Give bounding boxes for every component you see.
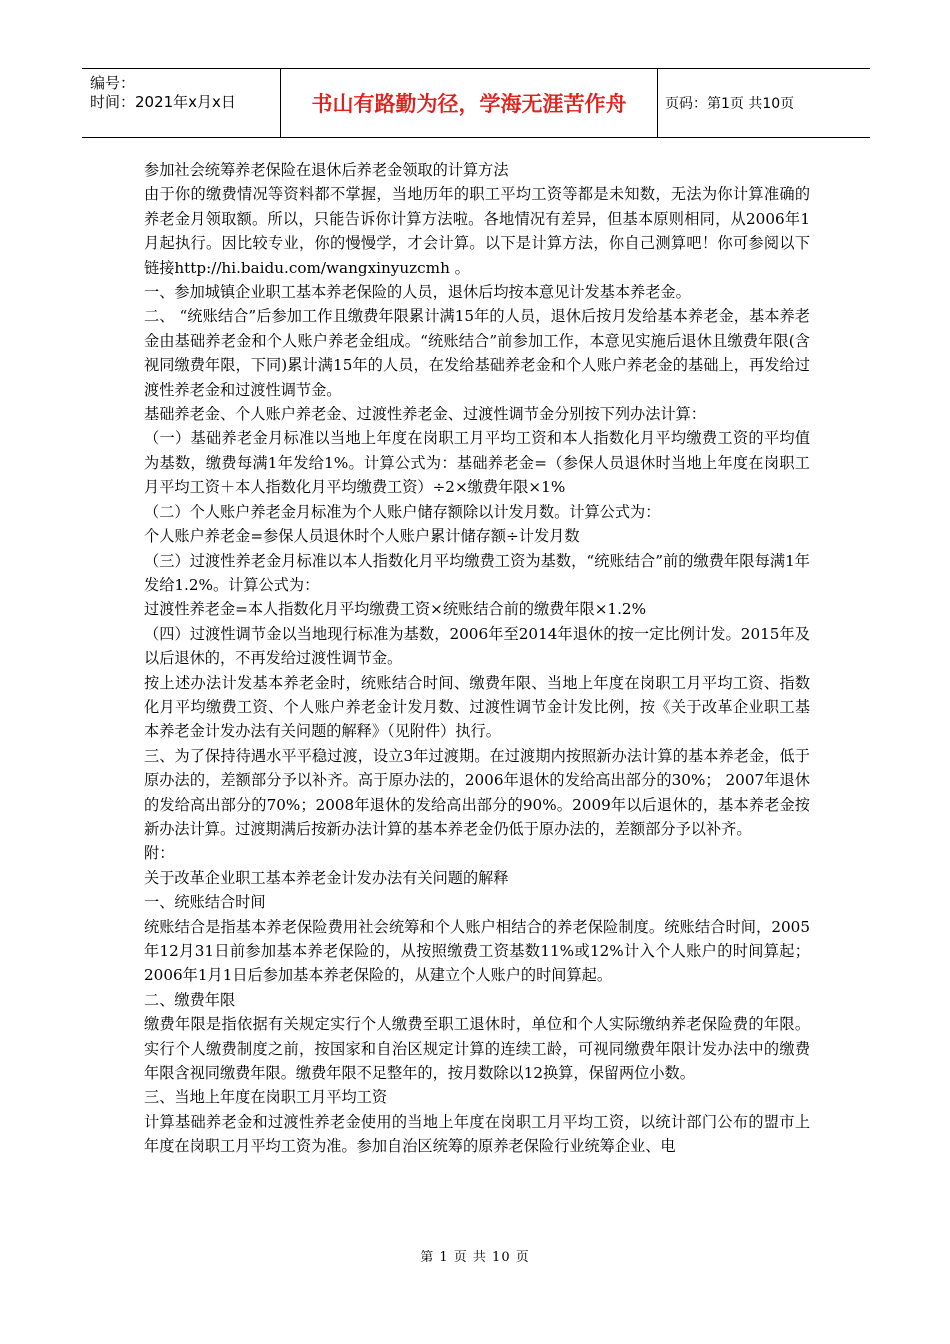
paragraph: 过渡性养老金=本人指数化月平均缴费工资×统账结合前的缴费年限×1.2%: [144, 600, 647, 619]
header-meta: [82, 69, 280, 137]
doc-title: 参加社会统筹养老保险在退休后养老金领取的计算方法: [144, 161, 509, 179]
page-header: [82, 68, 870, 138]
header-page-info: 页码：第1页 共10页: [665, 96, 795, 112]
paragraph: （二）个人账户养老金月标准为个人账户储存额除以计发月数。计算公式为：: [144, 502, 661, 521]
paragraph: 计算基础养老金和过渡性养老金使用的当地上年度在岗职工月平均工资，以统计部门公布的盟市上年度在岗职工月平均工资为准。参加自治区统筹的原养老保险行业统筹企业、电: [144, 1112, 810, 1156]
paragraph: （四）过渡性调节金以当地现行标准为基数，2006年至2014年退休的按一定比例计发。2015年及以后退休的，不再发给过渡性调节金。: [144, 624, 810, 668]
paragraph: 二、 “统账结合”后参加工作且缴费年限累计满15年的人员，退休后按月发给基本养老金，基本养老金由基础养老金和个人账户养老金组成。“统账结合”前参加工作，本意见实施后退休且缴费年限(含视同缴费年限，下同)累计满15年的人员，在发给基础养老金和个人账户养老金的基础上，再发给过渡性养老金和过渡性调节金。: [144, 307, 810, 399]
paragraph: 个人账户养老金=参保人员退休时个人账户累计储存额÷计发月数: [144, 527, 580, 546]
section-heading: 一、统账结合时间: [144, 893, 266, 912]
paragraph: （三）过渡性养老金月标准以本人指数化月平均缴费工资为基数，“统账结合”前的缴费年限每满1年发给1.2%。计算公式为：: [144, 551, 810, 594]
paragraph: 附：: [144, 844, 175, 863]
header-number-label: 编号：: [90, 74, 136, 92]
paragraph: 由于你的缴费情况等资料都不掌握，当地历年的职工平均工资等都是未知数，无法为你计算准确的养老金月领取额。所以，只能告诉你计算方法啦。各地情况有差异，但基本原则相同，从2006年1月起执行。因比较专业，你的慢慢学，才会计算。以下是计算方法，你自己测算吧！你可参阅以下链接http://hi.baidu.com/wangxinyuzcmh 。: [144, 185, 810, 277]
appendix-title: 关于改革企业职工基本养老金计发办法有关问题的解释: [144, 868, 509, 887]
paragraph: 基础养老金、个人账户养老金、过渡性养老金、过渡性调节金分别按下列办法计算：: [144, 405, 706, 424]
paragraph: （一）基础养老金月标准以当地上年度在岗职工月平均工资和本人指数化月平均缴费工资的平均值为基数，缴费每满1年发给1%。计算公式为：基础养老金=（参保人员退休时当地上年度在岗职工月平均工资＋本人指数化月平均缴费工资）÷2×缴费年限×1%: [144, 429, 810, 497]
section-heading: 二、缴费年限: [144, 990, 236, 1009]
document-body: [144, 158, 810, 1159]
paragraph: 缴费年限是指依据有关规定实行个人缴费至职工退休时，单位和个人实际缴纳养老保险费的年限。实行个人缴费制度之前，按国家和自治区规定计算的连续工龄，可视同缴费年限计发办法中的缴费年限含视同缴费年限。缴费年限不足整年的，按月数除以12换算，保留两位小数。: [144, 1015, 810, 1083]
section-heading: 三、当地上年度在岗职工月平均工资: [144, 1088, 387, 1107]
page-footer: 第 1 页 共 10 页: [420, 1250, 530, 1265]
paragraph: 按上述办法计发基本养老金时，统账结合时间、缴费年限、当地上年度在岗职工月平均工资、指数化月平均缴费工资、个人账户养老金计发月数、过渡性调节金计发比例，按《关于改革企业职工基本养老金计发办法有关问题的解释》（见附件）执行。: [144, 673, 810, 741]
header-time-label: 时间：2021年x月x日: [90, 93, 236, 111]
header-motto: 书山有路勤为径，学海无涯苦作舟: [280, 69, 658, 137]
paragraph: 三、为了保持待遇水平平稳过渡，设立3年过渡期。在过渡期内按照新办法计算的基本养老金，低于原办法的，差额部分予以补齐。高于原办法的，2006年退休的发给高出部分的30%； 2007年退休的发给高出部分的70%；2008年退休的发给高出部分的90%。2009年以后退休的，基本养老金按新办法计算。过渡期满后按新办法计算的基本养老金仍低于原办法的，差额部分予以补齐。: [144, 746, 810, 838]
paragraph: 统账结合是指基本养老保险费用社会统筹和个人账户相结合的养老保险制度。统账结合时间，2005年12月31日前参加基本养老保险的，从按照缴费工资基数11%或12%计入个人账户的时间算起；2006年1月1日后参加基本养老保险的，从建立个人账户的时间算起。: [144, 917, 810, 985]
paragraph: 一、参加城镇企业职工基本养老保险的人员，退休后均按本意见计发基本养老金。: [144, 283, 691, 302]
